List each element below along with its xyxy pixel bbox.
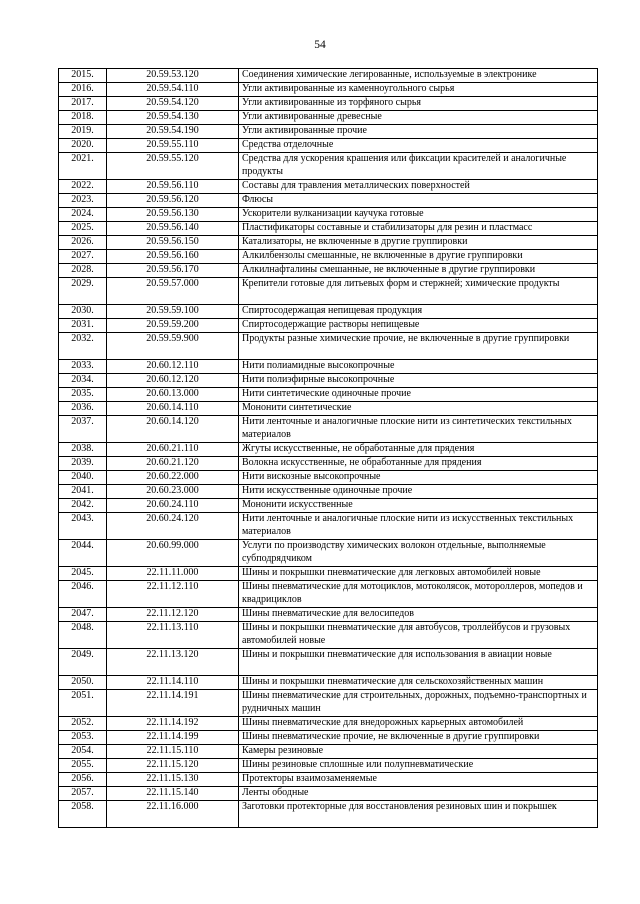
product-name-cell: Флюсы (239, 194, 598, 208)
product-name-cell: Шины пневматические для велосипедов (239, 608, 598, 622)
okpd-code-cell: 20.60.23.000 (107, 485, 239, 499)
row-number-cell: 2052. (59, 717, 107, 731)
row-number-cell: 2055. (59, 759, 107, 773)
table-row (59, 278, 598, 305)
okpd-code-cell: 20.59.59.900 (107, 333, 239, 360)
row-number-cell: 2037. (59, 416, 107, 443)
okpd-code-cell: 20.60.14.120 (107, 416, 239, 443)
product-name-cell: Продукты разные химические прочие, не включенные в другие группировки (239, 333, 598, 360)
table-row (59, 333, 598, 360)
row-number-cell: 2057. (59, 787, 107, 801)
row-number-cell: 2047. (59, 608, 107, 622)
row-number-cell: 2058. (59, 801, 107, 828)
table-row (59, 194, 598, 208)
product-name-cell: Соединения химические легированные, используемые в электронике (239, 69, 598, 83)
row-number-cell: 2026. (59, 236, 107, 250)
product-name-cell: Нити ленточные и аналогичные плоские нити из синтетических текстильных материалов (239, 416, 598, 443)
okpd-code-cell: 20.60.24.110 (107, 499, 239, 513)
row-number-cell: 2033. (59, 360, 107, 374)
okpd-code-cell: 20.60.13.000 (107, 388, 239, 402)
okpd-code-cell: 20.59.54.110 (107, 83, 239, 97)
row-number-cell: 2019. (59, 125, 107, 139)
table-row (59, 83, 598, 97)
row-number-cell: 2038. (59, 443, 107, 457)
okpd-code-cell: 20.59.55.120 (107, 153, 239, 180)
okpd-code-cell: 22.11.12.110 (107, 581, 239, 608)
row-number-cell: 2020. (59, 139, 107, 153)
table-row (59, 801, 598, 828)
product-name-cell: Нити полиамидные высокопрочные (239, 360, 598, 374)
product-name-cell: Заготовки протекторные для восстановления резиновых шин и покрышек (239, 801, 598, 828)
table-row (59, 208, 598, 222)
row-number-cell: 2025. (59, 222, 107, 236)
okpd-code-cell: 22.11.15.140 (107, 787, 239, 801)
okpd-code-cell: 22.11.14.192 (107, 717, 239, 731)
okpd-code-cell: 22.11.15.130 (107, 773, 239, 787)
okpd-code-cell: 22.11.14.199 (107, 731, 239, 745)
product-name-cell: Алкилбензолы смешанные, не включенные в другие группировки (239, 250, 598, 264)
okpd-code-cell: 20.59.53.120 (107, 69, 239, 83)
okpd-code-cell: 20.59.59.200 (107, 319, 239, 333)
table-row (59, 360, 598, 374)
table-row (59, 457, 598, 471)
product-name-cell: Шины и покрышки пневматические для использования в авиации новые (239, 649, 598, 676)
table-row (59, 222, 598, 236)
okpd-code-cell: 22.11.11.000 (107, 567, 239, 581)
okpd-code-cell: 20.59.54.190 (107, 125, 239, 139)
product-name-cell: Спиртосодержащие растворы непищевые (239, 319, 598, 333)
row-number-cell: 2024. (59, 208, 107, 222)
product-name-cell: Составы для травления металлических поверхностей (239, 180, 598, 194)
okpd-code-cell: 20.60.24.120 (107, 513, 239, 540)
table-row (59, 236, 598, 250)
classification-table (58, 68, 598, 828)
table-row (59, 649, 598, 676)
product-name-cell: Услуги по производству химических волокон отдельные, выполняемые субподрядчиком (239, 540, 598, 567)
table-row (59, 759, 598, 773)
product-name-cell: Катализаторы, не включенные в другие группировки (239, 236, 598, 250)
table-row (59, 388, 598, 402)
row-number-cell: 2031. (59, 319, 107, 333)
product-name-cell: Шины пневматические прочие, не включенные в другие группировки (239, 731, 598, 745)
table-row (59, 97, 598, 111)
table-row (59, 499, 598, 513)
row-number-cell: 2049. (59, 649, 107, 676)
table-row (59, 443, 598, 457)
product-name-cell: Спиртосодержащая непищевая продукция (239, 305, 598, 319)
row-number-cell: 2029. (59, 278, 107, 305)
okpd-code-cell: 20.60.21.120 (107, 457, 239, 471)
table-row (59, 717, 598, 731)
okpd-code-cell: 20.59.56.150 (107, 236, 239, 250)
product-name-cell: Пластификаторы составные и стабилизаторы для резин и пластмасс (239, 222, 598, 236)
okpd-code-cell: 22.11.14.110 (107, 676, 239, 690)
table-row (59, 608, 598, 622)
product-name-cell: Мононити искусственные (239, 499, 598, 513)
row-number-cell: 2039. (59, 457, 107, 471)
table-row (59, 69, 598, 83)
okpd-code-cell: 20.59.56.140 (107, 222, 239, 236)
product-name-cell: Шины и покрышки пневматические для автобусов, троллейбусов и грузовых автомобилей новые (239, 622, 598, 649)
row-number-cell: 2050. (59, 676, 107, 690)
row-number-cell: 2015. (59, 69, 107, 83)
table-row (59, 581, 598, 608)
product-name-cell: Нити синтетические одиночные прочие (239, 388, 598, 402)
product-name-cell: Средства отделочные (239, 139, 598, 153)
row-number-cell: 2041. (59, 485, 107, 499)
product-name-cell: Средства для ускорения крашения или фиксации красителей и аналогичные продукты (239, 153, 598, 180)
product-name-cell: Шины пневматические для мотоциклов, мотоколясок, мотороллеров, мопедов и квадрициклов (239, 581, 598, 608)
row-number-cell: 2053. (59, 731, 107, 745)
table-row (59, 250, 598, 264)
okpd-code-cell: 22.11.14.191 (107, 690, 239, 717)
table-row (59, 471, 598, 485)
product-name-cell: Шины пневматические для внедорожных карьерных автомобилей (239, 717, 598, 731)
row-number-cell: 2042. (59, 499, 107, 513)
table-row (59, 773, 598, 787)
product-name-cell: Нити полиэфирные высокопрочные (239, 374, 598, 388)
okpd-code-cell: 22.11.15.110 (107, 745, 239, 759)
product-name-cell: Нити вискозные высокопрочные (239, 471, 598, 485)
row-number-cell: 2017. (59, 97, 107, 111)
okpd-code-cell: 20.60.99.000 (107, 540, 239, 567)
product-name-cell: Алкилнафталины смешанные, не включенные в другие группировки (239, 264, 598, 278)
row-number-cell: 2027. (59, 250, 107, 264)
product-name-cell: Мононити синтетические (239, 402, 598, 416)
table-row (59, 513, 598, 540)
product-name-cell: Шины пневматические для строительных, дорожных, подъемно-транспортных и рудничных машин (239, 690, 598, 717)
okpd-code-cell: 22.11.13.120 (107, 649, 239, 676)
product-name-cell: Жгуты искусственные, не обработанные для прядения (239, 443, 598, 457)
row-number-cell: 2044. (59, 540, 107, 567)
row-number-cell: 2032. (59, 333, 107, 360)
product-name-cell: Шины и покрышки пневматические для сельскохозяйственных машин (239, 676, 598, 690)
product-name-cell: Протекторы взаимозаменяемые (239, 773, 598, 787)
okpd-code-cell: 20.59.56.110 (107, 180, 239, 194)
row-number-cell: 2021. (59, 153, 107, 180)
okpd-code-cell: 20.59.57.000 (107, 278, 239, 305)
table-row (59, 540, 598, 567)
table-row (59, 485, 598, 499)
row-number-cell: 2022. (59, 180, 107, 194)
table-row (59, 180, 598, 194)
row-number-cell: 2030. (59, 305, 107, 319)
row-number-cell: 2048. (59, 622, 107, 649)
row-number-cell: 2056. (59, 773, 107, 787)
okpd-code-cell: 22.11.16.000 (107, 801, 239, 828)
okpd-code-cell: 20.59.56.120 (107, 194, 239, 208)
row-number-cell: 2054. (59, 745, 107, 759)
table-row (59, 139, 598, 153)
table-row (59, 374, 598, 388)
table-row (59, 690, 598, 717)
row-number-cell: 2016. (59, 83, 107, 97)
product-name-cell: Угли активированные прочие (239, 125, 598, 139)
table-row (59, 622, 598, 649)
page-number: 54 (314, 39, 326, 51)
table-row (59, 153, 598, 180)
row-number-cell: 2023. (59, 194, 107, 208)
okpd-code-cell: 20.59.59.100 (107, 305, 239, 319)
product-name-cell: Ускорители вулканизации каучука готовые (239, 208, 598, 222)
product-name-cell: Нити ленточные и аналогичные плоские нити из искусственных текстильных материалов (239, 513, 598, 540)
product-name-cell: Шины резиновые сплошные или полупневматические (239, 759, 598, 773)
okpd-code-cell: 20.60.12.120 (107, 374, 239, 388)
okpd-code-cell: 20.59.54.120 (107, 97, 239, 111)
okpd-code-cell: 20.59.55.110 (107, 139, 239, 153)
table-row (59, 731, 598, 745)
product-name-cell: Шины и покрышки пневматические для легковых автомобилей новые (239, 567, 598, 581)
table-row (59, 264, 598, 278)
table-row (59, 787, 598, 801)
row-number-cell: 2028. (59, 264, 107, 278)
table-row (59, 567, 598, 581)
row-number-cell: 2018. (59, 111, 107, 125)
okpd-code-cell: 20.60.12.110 (107, 360, 239, 374)
table-row (59, 416, 598, 443)
okpd-code-cell: 20.59.56.170 (107, 264, 239, 278)
okpd-code-cell: 20.60.14.110 (107, 402, 239, 416)
row-number-cell: 2034. (59, 374, 107, 388)
product-name-cell: Ленты ободные (239, 787, 598, 801)
okpd-code-cell: 22.11.13.110 (107, 622, 239, 649)
product-name-cell: Угли активированные из торфяного сырья (239, 97, 598, 111)
okpd-code-cell: 22.11.15.120 (107, 759, 239, 773)
product-name-cell: Нити искусственные одиночные прочие (239, 485, 598, 499)
row-number-cell: 2043. (59, 513, 107, 540)
table-row (59, 305, 598, 319)
row-number-cell: 2040. (59, 471, 107, 485)
table-row (59, 111, 598, 125)
product-name-cell: Волокна искусственные, не обработанные для прядения (239, 457, 598, 471)
okpd-code-cell: 20.59.56.160 (107, 250, 239, 264)
okpd-code-cell: 20.60.21.110 (107, 443, 239, 457)
okpd-code-cell: 20.59.56.130 (107, 208, 239, 222)
product-name-cell: Угли активированные древесные (239, 111, 598, 125)
product-name-cell: Крепители готовые для литьевых форм и стержней; химические продукты (239, 278, 598, 305)
row-number-cell: 2046. (59, 581, 107, 608)
row-number-cell: 2036. (59, 402, 107, 416)
table-row (59, 745, 598, 759)
table-row (59, 125, 598, 139)
okpd-code-cell: 22.11.12.120 (107, 608, 239, 622)
okpd-code-cell: 20.60.22.000 (107, 471, 239, 485)
product-name-cell: Угли активированные из каменноугольного сырья (239, 83, 598, 97)
table-row (59, 402, 598, 416)
table-body (59, 69, 598, 828)
okpd-code-cell: 20.59.54.130 (107, 111, 239, 125)
table-row (59, 319, 598, 333)
table-row (59, 676, 598, 690)
row-number-cell: 2035. (59, 388, 107, 402)
row-number-cell: 2051. (59, 690, 107, 717)
row-number-cell: 2045. (59, 567, 107, 581)
product-name-cell: Камеры резиновые (239, 745, 598, 759)
